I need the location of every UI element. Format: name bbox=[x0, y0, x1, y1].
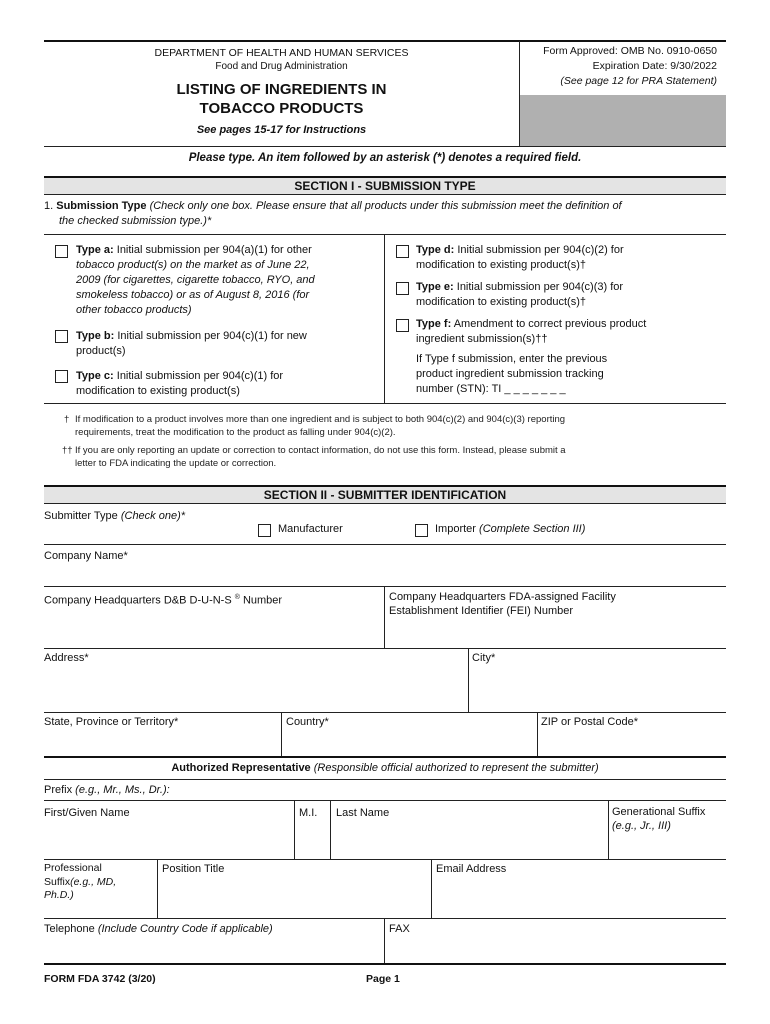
fax-label: FAX bbox=[389, 923, 410, 935]
country-divider bbox=[537, 712, 538, 756]
type-a-text-1: Initial submission per 904(a)(1) for other bbox=[113, 244, 312, 256]
prefix-field[interactable] bbox=[200, 781, 724, 798]
telephone-note: (Include Country Code if applicable) bbox=[94, 923, 273, 935]
telephone-divider bbox=[384, 918, 385, 963]
country-field[interactable] bbox=[286, 730, 535, 754]
company-name-label: Company Name* bbox=[44, 550, 128, 562]
submitter-type-note: (Check one)* bbox=[117, 510, 186, 522]
footnote-1-line-1: If modification to a product involves more than one ingredient and is subject to both 904(c)(2) and 904(c)(3) reporting bbox=[75, 414, 566, 425]
rule-position bbox=[44, 859, 726, 860]
type-f-text-4: product ingredient submission tracking bbox=[416, 368, 604, 380]
typing-instruction: Please type. An item followed by an asterisk (*) denotes a required field. bbox=[188, 152, 582, 164]
type-f-text-3: If Type f submission, enter the previous bbox=[416, 353, 608, 365]
type-a-option bbox=[76, 243, 315, 318]
type-e-label: Type e: bbox=[416, 281, 454, 293]
email-field[interactable] bbox=[436, 878, 725, 916]
importer-checkbox[interactable] bbox=[415, 524, 428, 537]
prof-suffix-note-2: Ph.D.) bbox=[44, 889, 74, 901]
type-c-checkbox[interactable] bbox=[55, 370, 68, 383]
footnote-2-mark: †† bbox=[62, 445, 73, 456]
bottom-rule bbox=[44, 963, 726, 965]
form-title-line2: TOBACCO PRODUCTS bbox=[199, 100, 364, 117]
instructions-reference: See pages 15-17 for Instructions bbox=[196, 124, 367, 136]
auth-rep-note: (Responsible official authorized to represent the submitter) bbox=[310, 762, 599, 774]
city-field[interactable] bbox=[472, 666, 725, 710]
type-f-text-2: ingredient submission(s)†† bbox=[416, 333, 548, 345]
zip-field[interactable] bbox=[541, 730, 725, 754]
type-f-option bbox=[416, 317, 646, 347]
type-f-stn-prompt bbox=[416, 352, 607, 397]
agency-name: Food and Drug Administration bbox=[215, 61, 348, 72]
duns-text: Company Headquarters D&B D-U-N-S bbox=[44, 594, 232, 607]
fax-field[interactable] bbox=[389, 938, 725, 961]
top-rule bbox=[44, 40, 726, 42]
prof-suffix-note-1: (e.g., MD, bbox=[70, 875, 117, 888]
state-label: State, Province or Territory* bbox=[44, 716, 179, 728]
gen-suffix-note: (e.g., Jr., III) bbox=[612, 820, 671, 832]
state-field[interactable] bbox=[44, 730, 279, 754]
prof-suffix-text-1: Professional bbox=[44, 862, 102, 874]
footnote-1-text bbox=[75, 413, 725, 439]
rule-duns bbox=[44, 586, 726, 587]
gen-suffix-label bbox=[612, 805, 705, 833]
type-d-text-2: modification to existing product(s)† bbox=[416, 259, 586, 271]
fei-field[interactable] bbox=[389, 620, 725, 646]
importer-label bbox=[435, 522, 585, 536]
prefix-text: Prefix bbox=[44, 784, 73, 796]
dept-name: DEPARTMENT OF HEALTH AND HUMAN SERVICES bbox=[154, 47, 409, 59]
last-name-divider bbox=[608, 800, 609, 859]
footnote-1-line-2: requirements, treat the modification to the product as falling under 904(c)(2). bbox=[75, 427, 396, 438]
type-e-text-2: modification to existing product(s)† bbox=[416, 296, 586, 308]
footnote-2-text bbox=[75, 444, 725, 470]
address-field[interactable] bbox=[44, 666, 466, 710]
submitter-type-label bbox=[44, 509, 185, 523]
stn-number-field[interactable]: number (STN): TI _ _ _ _ _ _ _ bbox=[416, 383, 566, 395]
telephone-field[interactable] bbox=[44, 938, 382, 961]
last-name-label: Last Name bbox=[336, 807, 390, 819]
form-title-line1: LISTING OF INGREDIENTS IN bbox=[176, 81, 387, 98]
city-label: City* bbox=[472, 652, 496, 664]
footnote-2-line-2: letter to FDA indicating the update or correction. bbox=[75, 458, 277, 469]
mi-field[interactable] bbox=[297, 822, 328, 857]
telephone-text: Telephone bbox=[44, 923, 95, 935]
rule-address bbox=[44, 648, 726, 649]
type-a-text-4: smokeless tobacco) or as of August 8, 2016 (for bbox=[76, 289, 310, 301]
type-e-checkbox[interactable] bbox=[396, 282, 409, 295]
rule-auth-rep bbox=[44, 756, 726, 758]
type-f-checkbox[interactable] bbox=[396, 319, 409, 332]
duns-number-text: Number bbox=[239, 594, 283, 607]
question-text-1: (Check only one box. Please ensure that all products under this submission meet the definition of bbox=[146, 200, 622, 212]
email-label: Email Address bbox=[436, 863, 507, 875]
type-a-text-2: tobacco product(s) on the market as of June 22, bbox=[76, 259, 310, 271]
prefix-label bbox=[44, 783, 170, 797]
prof-suffix-divider bbox=[157, 859, 158, 918]
mi-divider bbox=[330, 800, 331, 859]
first-name-divider bbox=[294, 800, 295, 859]
section2-heading: SECTION II - SUBMITTER IDENTIFICATION bbox=[44, 485, 726, 504]
first-name-label: First/Given Name bbox=[44, 807, 130, 819]
footnote-1-mark: † bbox=[64, 414, 70, 425]
question-text-2: the checked submission type.)* bbox=[59, 215, 212, 227]
position-divider bbox=[431, 859, 432, 918]
rule-prefix bbox=[44, 779, 726, 780]
manufacturer-checkbox[interactable] bbox=[258, 524, 271, 537]
question-number: 1. bbox=[44, 200, 54, 212]
omb-number: Form Approved: OMB No. 0910-0650 bbox=[543, 45, 717, 57]
pra-statement: (See page 12 for PRA Statement) bbox=[560, 75, 717, 87]
type-a-label: Type a: bbox=[76, 244, 114, 256]
type-d-label: Type d: bbox=[416, 244, 455, 256]
last-name-field[interactable] bbox=[334, 822, 606, 857]
telephone-label bbox=[44, 922, 273, 936]
rule-state bbox=[44, 712, 726, 713]
fda-use-box bbox=[520, 95, 726, 146]
type-d-checkbox[interactable] bbox=[396, 245, 409, 258]
form-id: FORM FDA 3742 (3/20) bbox=[44, 973, 156, 985]
state-divider bbox=[281, 712, 282, 756]
type-b-checkbox[interactable] bbox=[55, 330, 68, 343]
type-a-checkbox[interactable] bbox=[55, 245, 68, 258]
type-e-text-1: Initial submission per 904(c)(3) for bbox=[453, 281, 624, 293]
type-c-label: Type c: bbox=[76, 370, 114, 382]
importer-text: Importer bbox=[435, 523, 476, 535]
type-c-text-1: Initial submission per 904(c)(1) for bbox=[113, 370, 284, 382]
type-b-label: Type b: bbox=[76, 330, 115, 342]
duns-registered-mark: ® bbox=[234, 594, 240, 601]
rule-name bbox=[44, 800, 726, 801]
company-name-field[interactable] bbox=[44, 563, 726, 585]
duns-divider bbox=[384, 586, 385, 648]
prefix-note: (e.g., Mr., Ms., Dr.): bbox=[72, 784, 170, 796]
type-f-label: Type f: bbox=[416, 318, 452, 330]
type-d-option bbox=[416, 243, 624, 273]
section1-heading: SECTION I - SUBMISSION TYPE bbox=[44, 176, 726, 195]
fei-label bbox=[389, 590, 616, 618]
auth-rep-heading bbox=[44, 762, 726, 774]
address-divider bbox=[468, 648, 469, 712]
importer-note: (Complete Section III) bbox=[475, 523, 586, 535]
zip-label: ZIP or Postal Code* bbox=[541, 716, 639, 728]
type-b-text-2: product(s) bbox=[76, 345, 126, 357]
type-d-text-1: Initial submission per 904(c)(2) for bbox=[454, 244, 624, 256]
fei-text-2: Establishment Identifier (FEI) Number bbox=[389, 605, 574, 617]
submission-type-question bbox=[44, 199, 734, 213]
type-c-text-2: modification to existing product(s) bbox=[76, 385, 240, 397]
prof-suffix-label bbox=[44, 862, 116, 903]
position-title-label: Position Title bbox=[162, 863, 225, 875]
submitter-type-text: Submitter Type bbox=[44, 510, 118, 522]
type-f-text-1: Amendment to correct previous product bbox=[451, 318, 647, 330]
footnote-2-line-1: If you are only reporting an update or correction to contact information, do not use this form. Instead, please submit a bbox=[75, 445, 566, 456]
rule-company-name bbox=[44, 544, 726, 545]
duns-field[interactable] bbox=[44, 606, 382, 646]
options-divider bbox=[384, 234, 385, 403]
type-c-option bbox=[76, 369, 283, 399]
rule-telephone bbox=[44, 918, 726, 919]
prof-suffix-text-2: Suffix bbox=[44, 875, 71, 888]
type-b-text-1: Initial submission per 904(c)(1) for new bbox=[114, 330, 307, 342]
position-title-field[interactable] bbox=[162, 878, 429, 916]
address-label: Address* bbox=[44, 652, 89, 664]
expiration-date: Expiration Date: 9/30/2022 bbox=[592, 60, 717, 72]
type-b-option bbox=[76, 329, 307, 359]
type-a-text-3: 2009 (for cigarettes, cigarette tobacco, RYO, and bbox=[76, 274, 315, 286]
page-number: Page 1 bbox=[366, 973, 400, 985]
mi-label: M.I. bbox=[299, 807, 318, 819]
first-name-field[interactable] bbox=[44, 822, 292, 857]
options-bottom-rule bbox=[44, 403, 726, 404]
type-e-option bbox=[416, 280, 623, 310]
question-label: Submission Type bbox=[56, 200, 147, 212]
type-a-text-5: other tobacco products) bbox=[76, 304, 192, 316]
fei-text-1: Company Headquarters FDA-assigned Facility bbox=[389, 591, 616, 603]
manufacturer-label: Manufacturer bbox=[278, 523, 343, 535]
auth-rep-title: Authorized Representative bbox=[171, 762, 311, 774]
country-label: Country* bbox=[286, 716, 329, 728]
gen-suffix-text: Generational Suffix bbox=[612, 806, 706, 818]
options-top-rule bbox=[44, 234, 726, 235]
header-bottom-rule bbox=[44, 146, 726, 147]
